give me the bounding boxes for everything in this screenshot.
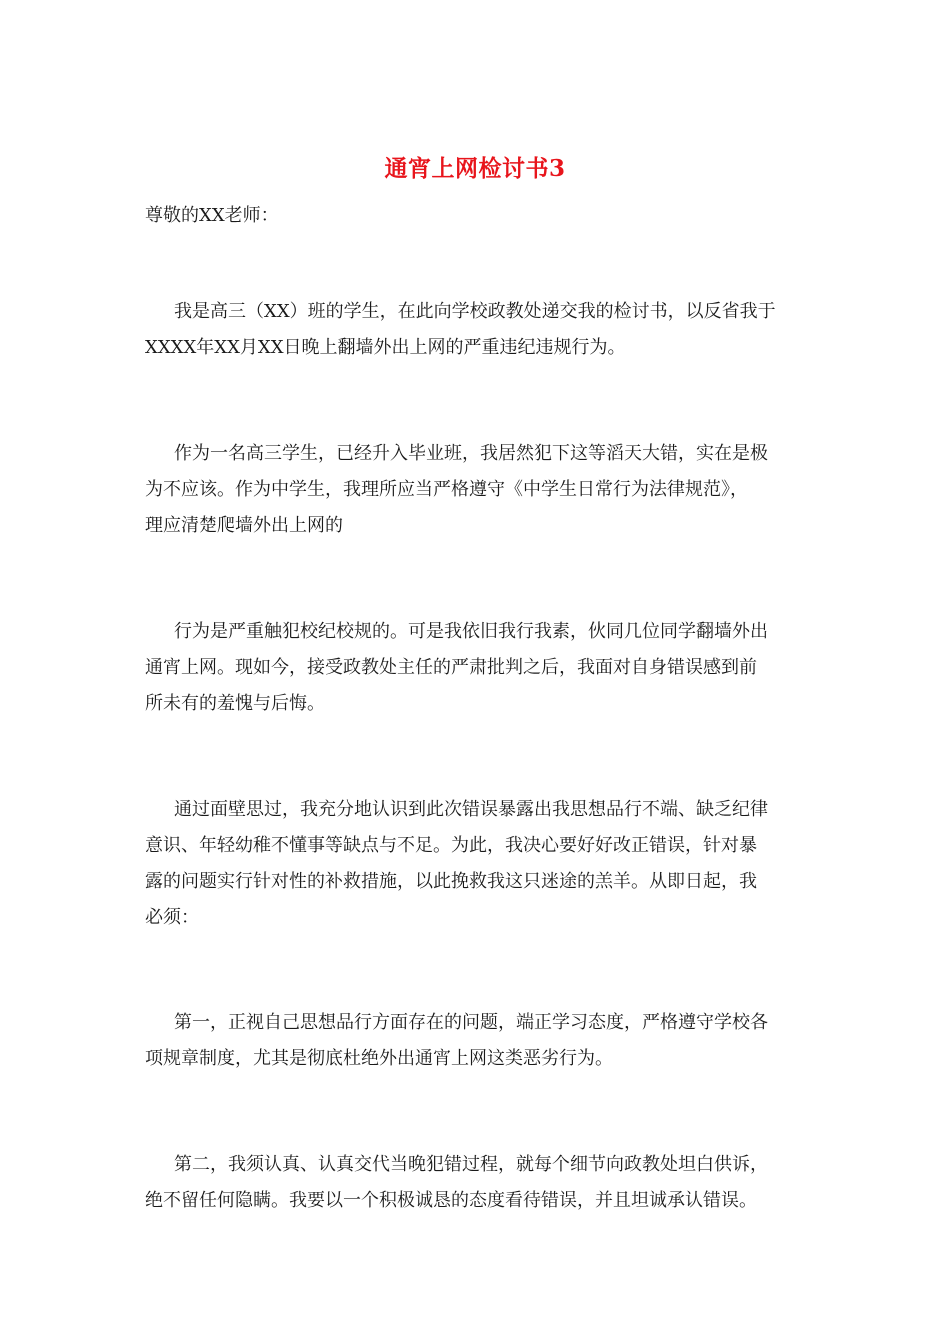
salutation: 尊敬的XX老师： — [145, 205, 279, 226]
paragraph-line: 通过面壁思过，我充分地认识到此次错误暴露出我思想品行不端、缺乏纪律 — [174, 799, 768, 820]
paragraph-line: 理应清楚爬墙外出上网的 — [145, 515, 343, 536]
paragraph-4 — [145, 792, 805, 936]
paragraph-line: 为不应该。作为中学生，我理所应当严格遵守《中学生日常行为法律规范》， — [145, 479, 748, 500]
paragraph-line: 通宵上网。现如今，接受政教处主任的严肃批判之后，我面对自身错误感到前 — [145, 657, 757, 678]
paragraph-line: 行为是严重触犯校纪校规的。可是我依旧我行我素，伙同几位同学翻墙外出 — [174, 621, 768, 642]
paragraph-line: 项规章制度，尤其是彻底杜绝外出通宵上网这类恶劣行为。 — [145, 1048, 613, 1069]
paragraph-line: 我是高三（XX）班的学生，在此向学校政教处递交我的检讨书，以反省我于 — [174, 301, 776, 322]
paragraph-line: 意识、年轻幼稚不懂事等缺点与不足。为此，我决心要好好改正错误，针对暴 — [145, 835, 757, 856]
paragraph-6 — [145, 1147, 805, 1219]
paragraph-line: 作为一名高三学生，已经升入毕业班，我居然犯下这等滔天大错，实在是极 — [174, 443, 768, 464]
paragraph-2 — [145, 436, 805, 544]
paragraph-line: 所未有的羞愧与后悔。 — [145, 693, 325, 714]
paragraph-line: 必须： — [145, 907, 199, 928]
paragraph-3 — [145, 614, 805, 722]
document-title: 通宵上网检讨书3 — [384, 155, 566, 182]
paragraph-line: XXXX年XX月XX日晚上翻墙外出上网的严重违纪违规行为。 — [145, 337, 626, 358]
paragraph-5 — [145, 1005, 805, 1077]
paragraph-line: 第一，正视自己思想品行方面存在的问题，端正学习态度，严格遵守学校各 — [174, 1012, 768, 1033]
paragraph-line: 第二，我须认真、认真交代当晚犯错过程，就每个细节向政教处坦白供诉， — [174, 1154, 768, 1175]
paragraph-1 — [145, 294, 805, 366]
paragraph-line: 露的问题实行针对性的补救措施，以此挽救我这只迷途的羔羊。从即日起，我 — [145, 871, 757, 892]
paragraph-line: 绝不留任何隐瞒。我要以一个积极诚恳的态度看待错误，并且坦诚承认错误。 — [145, 1190, 757, 1211]
